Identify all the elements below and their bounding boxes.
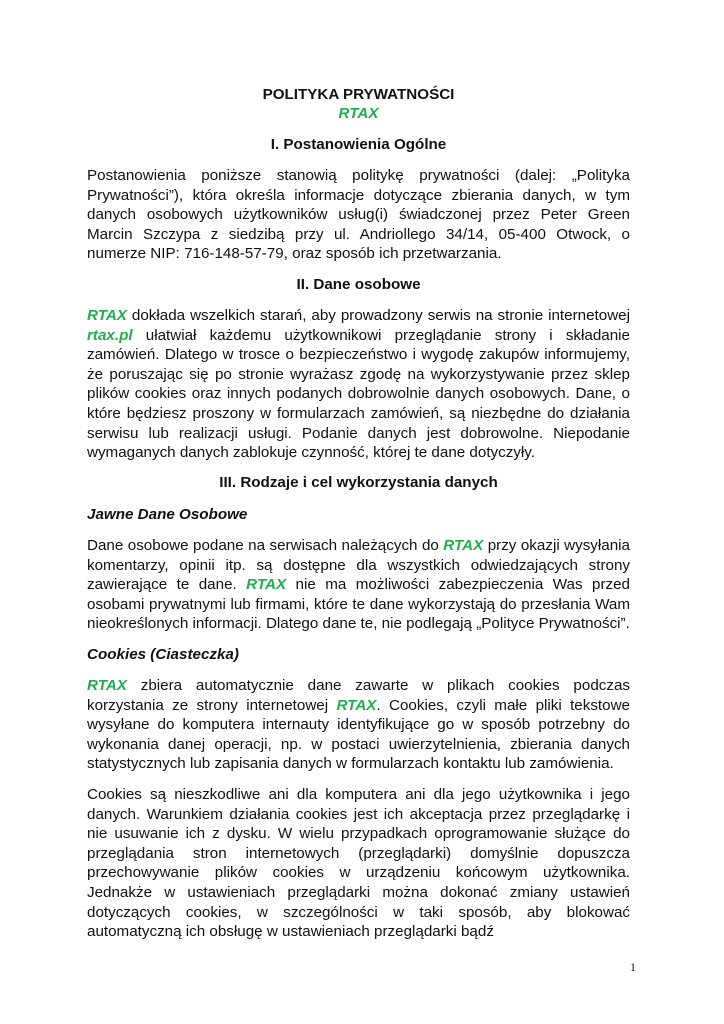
paragraph-text: nie ma możliwości zabezpieczenia Was przed osobami prywatnymi lub firmami, które te dane wykorzystają do przesłania Wam nieokreślonych informacji. Dlatego dane te, nie podlegają „Polityce Prywatności”. (87, 576, 630, 633)
brand-mention: RTAX (336, 696, 377, 714)
subheading: Jawne Dane Osobowe (87, 506, 248, 523)
paragraph (87, 676, 630, 774)
brand-mention: RTAX (246, 576, 287, 594)
paragraph (87, 166, 630, 264)
paragraph (87, 306, 630, 463)
paragraph-text: Postanowienia poniższe stanowią politykę prywatności (dalej: „Polityka Prywatności”), która określa informacje dotyczące zbierania danych, w tym danych osobowych użytkowników usług(i) świadczonej przez Peter Green Marcin Szczypa z siedzibą przy ul. Andriollego 34/14, 05-400 Otwock, o numerze NIP: 716-148-57-79, oraz sposób ich przetwarzania. (87, 167, 630, 263)
brand-mention: RTAX (87, 307, 127, 324)
paragraph-text: ułatwiał każdemu użytkownikowi przeglądanie strony i składanie zamówień. Dlatego w trosce o bezpieczeństwo i wygodę zakupów informujemy, że poruszając się po stronie wyrażasz zgodę na wykorzystywanie przez sklep plików cookies oraz innych podanych dobrowolnie danych osobowych. Dane, o które będziesz proszony w formularzach zamówień, są niezbędne do działania serwisu lub realizacji usługi. Podanie danych jest dobrowolne. Niepodanie wymaganych danych zablokuje czynność, której te dane dotyczyły. (87, 326, 630, 462)
section-heading-3: III. Rodzaje i cel wykorzystania danych (219, 474, 498, 491)
paragraph-text: przy okazji wysyłania komentarzy, opinii itp. są dostępne dla wszystkich odwiedzających strony zawierające te dane. (87, 537, 630, 594)
subheading: Cookies (Ciasteczka) (87, 646, 239, 663)
brand-name: RTAX (338, 105, 379, 122)
paragraph-text: Dane osobowe podane na serwisach należących do (87, 537, 444, 554)
brand-mention: RTAX (443, 537, 484, 554)
paragraph-text: zbiera automatycznie dane zawarte w plikach cookies podczas korzystania ze strony internetowej (87, 677, 630, 714)
section-heading-1: I. Postanowienia Ogólne (270, 136, 447, 153)
document-title: POLITYKA PRYWATNOŚCI (262, 86, 455, 103)
page-number: 1 (630, 960, 636, 974)
brand-mention: rtax.pl (87, 326, 133, 344)
paragraph (87, 536, 630, 634)
section-heading-2: II. Dane osobowe (296, 276, 421, 293)
paragraph-text: Cookies są nieszkodliwe ani dla komputera ani dla jego użytkownika i jego danych. Warunkiem działania cookies jest ich akceptacja przez przeglądarkę i nie usuwanie ich z dysku. W wielu przypadkach oprogramowanie służące do przeglądania stron internetowych (przeglądarki) domyślnie dopuszcza przechowywanie plików cookies w urządzeniu końcowym użytkownika. Jednakże w ustawieniach przeglądarki można dokonać zmiany ustawień dotyczących cookies, w szczególności w taki sposób, aby blokować automatyczną ich obsługę w ustawieniach przeglądarki bądź (87, 786, 630, 941)
brand-mention: RTAX (87, 677, 127, 694)
paragraph-text: . Cookies, czyli małe pliki tekstowe wysyłane do komputera internauty identyfikujące go w sposób potrzebny do wykonania danej operacji, np. w postaci uwierzytelnienia, zbierania danych statystycznych lub zapisania danych w formularzach kontaktu lub zamówienia. (87, 696, 631, 773)
paragraph (87, 785, 630, 942)
paragraph-text: dokłada wszelkich starań, aby prowadzony serwis na stronie internetowej (126, 307, 630, 324)
